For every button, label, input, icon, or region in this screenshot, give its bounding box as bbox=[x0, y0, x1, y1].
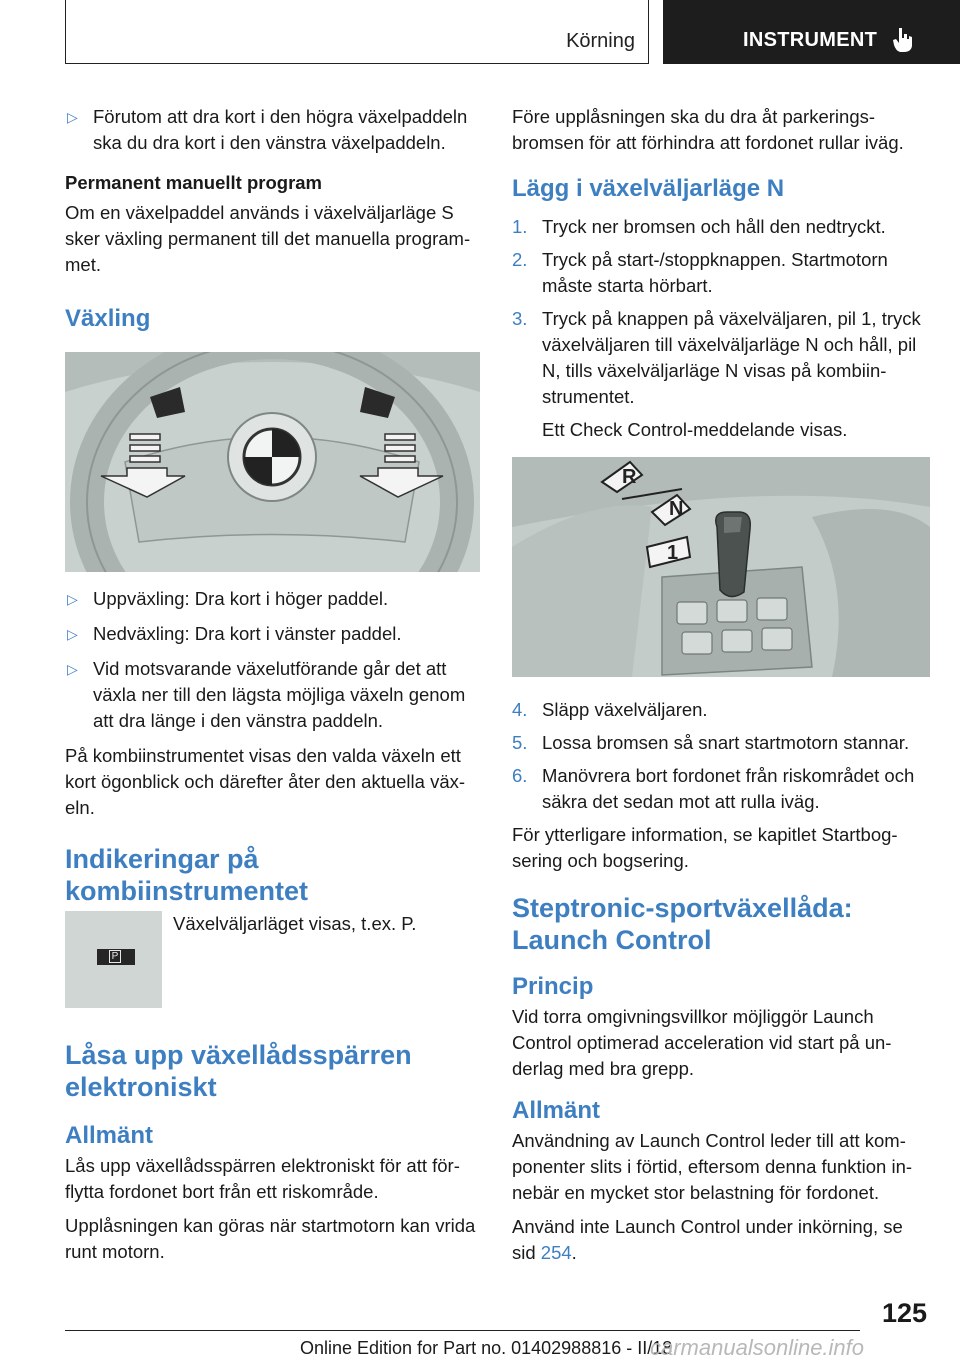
bullet-triangle-icon: ▷ bbox=[67, 591, 78, 607]
page-number: 125 bbox=[881, 1298, 927, 1328]
step-text: Tryck på start-/stoppknappen. Startmotorn måste starta hörbart. bbox=[542, 249, 888, 296]
info-text: För ytterligare information, se kapitlet Startbogsering och bogsering. bbox=[512, 824, 898, 871]
page-reference-link[interactable]: 254 bbox=[540, 1242, 572, 1263]
hand-pointer-icon bbox=[891, 26, 915, 54]
allmant-text-2-pre: Använd inte Launch Control under inkörning, se sid bbox=[512, 1216, 903, 1263]
step-number: 4. bbox=[512, 699, 528, 720]
step-4 bbox=[512, 697, 930, 723]
right-column bbox=[512, 104, 930, 1274]
intro-text: Före upplåsningen ska du dra åt parkeringsbromsen för att förhindra att fordonet rullar iväg. bbox=[512, 106, 904, 153]
gear-selector-figure bbox=[512, 457, 930, 677]
step-number: 1. bbox=[512, 216, 528, 237]
lasa-text-2: Upplåsningen kan göras när startmotorn kan vrida runt motorn. bbox=[65, 1215, 476, 1262]
bullet-text: Vid motsvarande växelutförande går det att växla ner till den lägsta möjliga växeln genom att dra länge i den vänstra paddeln. bbox=[93, 658, 466, 731]
allmant-text-1: Användning av Launch Control leder till att komponenter slits i förtid, eftersom denna funktion innebär en mycket stor belastning för fordonet. bbox=[512, 1130, 913, 1203]
step-6 bbox=[512, 763, 930, 815]
step-text: Släpp växelväljaren. bbox=[542, 699, 708, 720]
intro-bullet bbox=[65, 104, 479, 156]
indikering-block bbox=[65, 911, 479, 1029]
permanent-heading: Permanent manuellt program bbox=[65, 172, 323, 193]
gear-selector-illustration bbox=[512, 457, 930, 677]
bullet-downshift bbox=[65, 621, 479, 647]
indikering-text: Växelväljarläget visas, t.ex. P. bbox=[173, 913, 417, 934]
footer-divider bbox=[65, 1330, 860, 1331]
figure-label-1: 1 bbox=[667, 542, 679, 564]
step-3-note bbox=[512, 417, 930, 443]
step-number: 6. bbox=[512, 765, 528, 786]
lasa-text-1: Lås upp växellådsspärren elektroniskt för att förflytta fordonet bort från ett riskområde. bbox=[65, 1155, 460, 1202]
step-5 bbox=[512, 730, 930, 756]
princip-heading: Princip bbox=[512, 973, 594, 1000]
steering-wheel-illustration bbox=[65, 352, 480, 572]
allmant-heading-left: Allmänt bbox=[65, 1122, 154, 1149]
step-text: Tryck på knappen på växelväljaren, pil 1, tryck växelväljaren till växelväljarläge N och håll, pil N, tills växelväljarläge N visas på kombiinstrumentet. bbox=[542, 308, 921, 407]
step-number: 5. bbox=[512, 732, 528, 753]
header-chapter-title: INSTRUMENT bbox=[743, 29, 878, 51]
princip-text: Vid torra omgivningsvillkor möjliggör Launch Control optimerad acceleration vid start på underlag med bra grepp. bbox=[512, 1006, 892, 1079]
bullet-text: Uppväxling: Dra kort i höger paddel. bbox=[93, 588, 389, 609]
permanent-text: Om en växelpaddel används i växelväljarläge S sker växling permanent till det manuella programmet. bbox=[65, 202, 471, 275]
steering-wheel-figure bbox=[65, 352, 480, 572]
header-section-title: Körning bbox=[566, 30, 635, 52]
bullet-triangle-icon: ▷ bbox=[67, 109, 78, 125]
instrument-display bbox=[97, 949, 135, 965]
gear-indicator-image bbox=[65, 911, 162, 1008]
step-number: 3. bbox=[512, 308, 528, 329]
indikering-heading: Indikeringar på kombiinstrumentet bbox=[65, 844, 309, 906]
step-text: Manövrera bort fordonet från riskområdet och säkra det sedan mot att rulla iväg. bbox=[542, 765, 915, 812]
bullet-long-pull bbox=[65, 656, 479, 734]
allmant-text-2 bbox=[512, 1214, 930, 1266]
lasa-heading: Låsa upp växellådsspärren elektroniskt bbox=[65, 1040, 412, 1102]
steptronic-heading: Steptronic-sportväxellåda: Launch Control bbox=[512, 893, 853, 955]
vaxling-heading: Växling bbox=[65, 305, 151, 332]
step-text: Tryck ner bromsen och håll den nedtryckt. bbox=[542, 216, 886, 237]
bullet-upshift bbox=[65, 586, 479, 612]
step-number: 2. bbox=[512, 249, 528, 270]
header-tab-frame bbox=[65, 0, 649, 64]
bullet-triangle-icon: ▷ bbox=[67, 661, 78, 677]
footer-edition: Online Edition for Part no. 01402988816 - II/18 bbox=[300, 1338, 673, 1358]
allmant-text-2-post: . bbox=[571, 1242, 577, 1263]
left-column bbox=[65, 104, 479, 1273]
bullet-text: Nedväxling: Dra kort i vänster paddel. bbox=[93, 623, 402, 644]
header-chapter-tab bbox=[663, 0, 960, 64]
figure-label-n: N bbox=[669, 498, 684, 520]
kombi-text: På kombiinstrumentet visas den valda växeln ett kort ögonblick och därefter åter den aktuella växeln. bbox=[65, 745, 466, 818]
figure-label-r: R bbox=[622, 466, 637, 488]
step-3 bbox=[512, 306, 930, 410]
step-1 bbox=[512, 214, 930, 240]
lagg-heading: Lägg i växelväljarläge N bbox=[512, 175, 785, 202]
gear-letter: P bbox=[109, 950, 121, 963]
bullet-triangle-icon: ▷ bbox=[67, 626, 78, 642]
allmant-heading-right: Allmänt bbox=[512, 1097, 601, 1124]
intro-bullet-text: Förutom att dra kort i den högra växelpaddeln ska du dra kort i den vänstra växelpaddeln. bbox=[93, 106, 468, 153]
step-text: Lossa bromsen så snart startmotorn stannar. bbox=[542, 732, 910, 753]
step-note-text: Ett Check Control-meddelande visas. bbox=[542, 419, 848, 440]
watermark: carmanualsonline.info bbox=[650, 1335, 865, 1360]
step-2 bbox=[512, 247, 930, 299]
